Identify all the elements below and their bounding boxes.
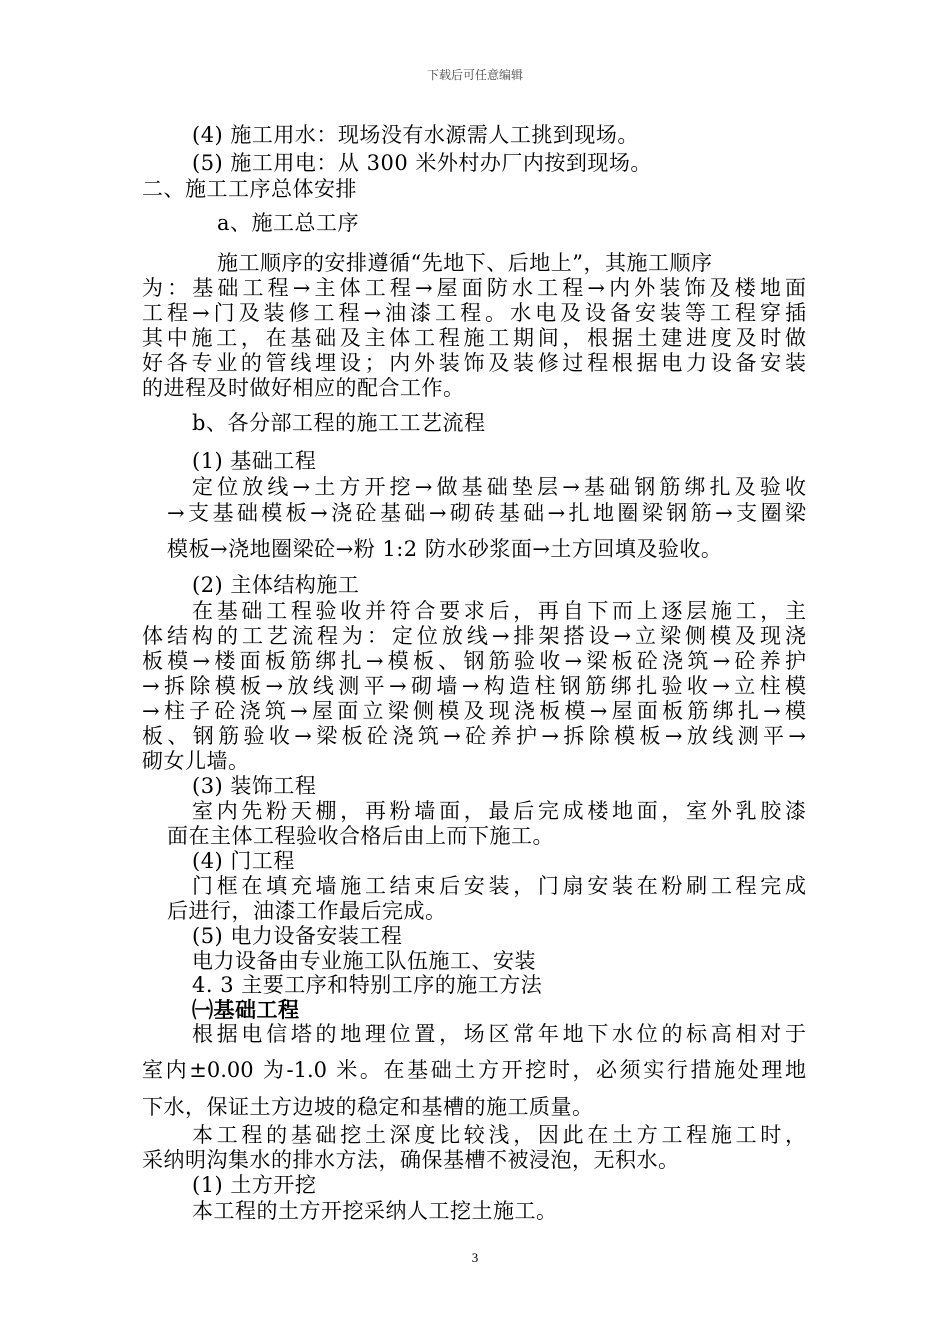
- text-line: 为：基础工程→主体工程→屋面防水工程→内外装饰及楼地面: [142, 276, 806, 300]
- text-line: (4) 施工用水：现场没有水源需人工挑到现场。: [192, 123, 639, 147]
- item-heading: (5) 电力设备安装工程: [192, 924, 403, 948]
- text-line: 板模→楼面板筋绑扎→模板、钢筋验收→梁板砼浇筑→砼养护: [142, 649, 806, 673]
- text-line: 后进行，油漆工作最后完成。: [167, 899, 447, 923]
- page-header: 下载后可任意编辑: [426, 68, 523, 82]
- section-heading: 4. 3 主要工序和特别工序的施工方法: [192, 973, 543, 997]
- subsection-heading: a、施工总工序: [217, 211, 360, 235]
- text-line: 电力设备由专业施工队伍施工、安装: [192, 949, 536, 973]
- text-line: →拆除模板→放线测平→砌墙→构造柱钢筋绑扎验收→立柱模: [142, 674, 806, 698]
- text-line: 根据电信塔的地理位置，场区常年地下水位的标高相对于: [192, 1022, 806, 1046]
- text-line: 室内±0.00 为-1.0 米。在基础土方开挖时，必须实行措施处理地: [142, 1058, 806, 1082]
- subsection-heading: b、各分部工程的施工工艺流程: [192, 411, 486, 435]
- text-line: 板、钢筋验收→梁板砼浇筑→砼养护→拆除模板→放线测平→: [142, 724, 806, 748]
- text-line: 工程→门及装修工程→油漆工程。水电及设备安装等工程穿插: [142, 301, 806, 325]
- text-line: 室内先粉天棚，再粉墙面，最后完成楼地面，室外乳胶漆: [192, 799, 806, 823]
- item-heading: (1) 土方开挖: [192, 1173, 317, 1197]
- item-heading: (2) 主体结构施工: [192, 573, 360, 597]
- text-line: (5) 施工用电：从 300 米外村办厂内按到现场。: [192, 151, 652, 175]
- text-line: 门框在填充墙施工结束后安装，门扇安装在粉刷工程完成: [192, 874, 806, 898]
- text-line: 其中施工，在基础及主体工程施工期间，根据土建进度及时做: [142, 326, 806, 350]
- page-number: 3: [471, 1250, 479, 1265]
- text-line: →柱子砼浇筑→屋面立梁侧模及现浇板模→屋面板筋绑扎→模: [142, 699, 806, 723]
- text-line: 体结构的工艺流程为：定位放线→排架搭设→立梁侧模及现浇: [142, 624, 806, 648]
- item-heading: (3) 装饰工程: [192, 774, 317, 798]
- text-line: 本工程的土方开挖采纳人工挖土施工。: [192, 1199, 558, 1223]
- text-line: 下水，保证土方边坡的稳定和基槽的施工质量。: [142, 1095, 594, 1119]
- section-heading: 二、施工工序总体安排: [142, 177, 357, 201]
- text-line: 施工顺序的安排遵循“先地下、后地上”，其施工顺序: [217, 251, 713, 275]
- text-line: 的进程及时做好相应的配合工作。: [142, 376, 465, 400]
- section-heading: ㈠基础工程: [192, 997, 300, 1022]
- text-line: 采纳明沟集水的排水方法，确保基槽不被浸泡，无积水。: [142, 1148, 680, 1172]
- item-heading: (1) 基础工程: [192, 449, 317, 473]
- text-line: →支基础模板→浇砼基础→砌砖基础→扎地圈梁钢筋→支圈梁: [167, 501, 806, 525]
- text-line: 定位放线→土方开挖→做基础垫层→基础钢筋绑扎及验收: [192, 475, 806, 499]
- text-line: 模板→浇地圈梁砼→粉 1:2 防水砂浆面→土方回填及验收。: [167, 537, 723, 561]
- text-line: 好各专业的管线埋设；内外装饰及装修过程根据电力设备安装: [142, 351, 806, 375]
- item-heading: (4) 门工程: [192, 849, 295, 873]
- text-line: 砌女儿墙。: [142, 749, 250, 773]
- text-line: 在基础工程验收并符合要求后，再自下而上逐层施工，主: [192, 599, 806, 623]
- text-line: 面在主体工程验收合格后由上而下施工。: [167, 824, 554, 848]
- text-line: 本工程的基础挖土深度比较浅，因此在土方工程施工时，: [192, 1123, 806, 1147]
